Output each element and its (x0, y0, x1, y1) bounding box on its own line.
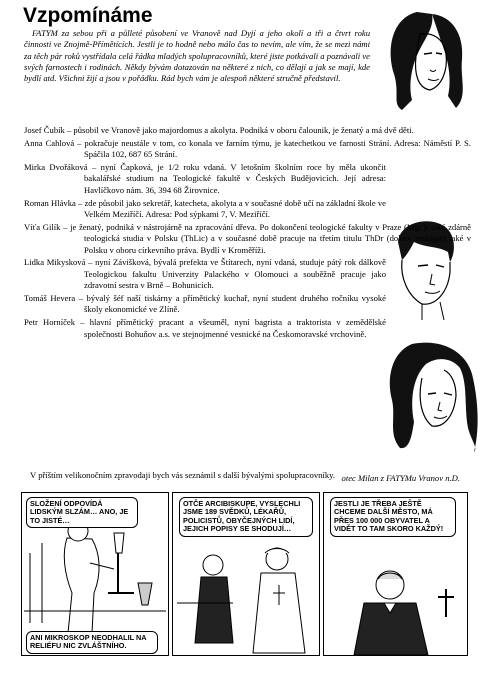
comic-strip (21, 492, 468, 656)
comic-panel-priest (323, 492, 468, 656)
comic-speech-bubble: SLOŽENÍ ODPOVÍDÁ LIDSKÝM SLZÁM… ANO, JE TO JISTÉ… (26, 497, 138, 528)
closing-paragraph: V příštím velikonočním zpravodaji bych vás seznámil s další bývalými spolupracovníky. (30, 469, 336, 480)
entry-mirka-dvorakova: Mirka Dvořáková – nyní Čapková, je 1/2 roku vdaná. V letošním školním roce by měla ukončit bakalářské studium na Teologické fakultě v Českých Budějovicích. Její adresa: Havlíčkovo nám. 36, 394 68 Žirovnice. (24, 162, 386, 195)
woman-curly-hair-portrait-illustration (382, 338, 480, 454)
comic-speech-bubble: JESTLI JE TŘEBA JEŠTĚ CHCEME DALŠÍ MĚSTO, MÁ PŘES 100 000 OBYVATEL A VIDĚT TO TAM SKORO KAŽDÝ! (330, 497, 456, 537)
entry-anna-cahlova: Anna Cahlová – pokračuje neustále v tom, co konala ve farním týmu, je katechetkou ve farnosti Strání. Adresa: Náměstí P. S. Spáčila 102, 687 65 Strání. (24, 137, 471, 160)
comic-panel-laboratory (21, 492, 169, 656)
woman-portrait-illustration (372, 4, 482, 114)
entry-lidka-mikyskova: Lidka Mikysková – nyní Závišková, bývalá prefekta ve Štítarech, nyní vdaná, studuje pátý rok dálkově Teologickou fakultu Univerzity Palackého v Olomouci a souběžně pracuje jako zdravotní sestra v Brně – Bohunicích. (24, 257, 386, 291)
entry-roman-hlavka: Roman Hlávka – zde působil jako sekretář, katecheta, akolyta a v současné době učí na základní škole ve Velkém Meziříčí. Adresa: Pod sýpkami 7, V. Meziříčí. (24, 197, 386, 220)
entry-petr-hornicek: Petr Horníček – hlavní přímětický pracant a všeuměl, nyní bagrista a traktorista v zemědělské společnosti Bohuňov a.s. ve stejnojmenné vesnické na Českomoravské vrchovině. (24, 317, 386, 339)
comic-speech-bubble: ANI MIKROSKOP NEODHALIL NA RELIÉFU NIC ZVLÁŠTNÍHO. (26, 631, 158, 654)
page-title: Vzpomínáme (23, 4, 153, 27)
entry-tomas-hevera: Tomáš Hevera – bývalý šéf naší tiskárny a přímětický kuchař, nyní student druhého ročníku vysoké školy ekonomické ve Zlíně. (24, 293, 386, 315)
entries-list (24, 125, 471, 341)
entry-josef-cubik: Josef Čubík – působil ve Vranově jako majordomus a akolyta. Podniká v oboru čalounik, je ženatý a má dvě děti. (24, 125, 414, 135)
signature: otec Milan z FATYMu Vranov n.D. (341, 473, 460, 483)
entry-vita-gilik: Víťa Gilík – je ženatý, podniká v nástrojárně na zpracování dřeva. Po dokončení teologické fakulty v Praze (Mgr.), také zdárně teologická studia v Polsku (ThLic) a v současné době pracuje na třetím titulu ThDr (doktor teologie) také v Polsku v oboru církevního práva. Bydlí v Kroměříži. (24, 221, 471, 255)
comic-speech-bubble: OTČE ARCIBISKUPE, VYSLECHLI JSME 189 SVĚDKŮ, LÉKAŘŮ, POLICISTŮ, OBYČEJNÝCH LIDÍ, JEJICH POPISY SE SHODUJÍ… (179, 497, 313, 537)
comic-panel-archbishop (172, 492, 320, 656)
intro-paragraph: FATYM za sebou při a půlleté působení ve Vranově nad Dyjí a jeho okolí a tři a čtvrt roku činnosti ve Znojmě-Přímětících. Jestli je to hodně nebo málo čas to nevím, ale vím, že se mezi námi za těch pár roků vystřídala celá řádka mladých spolupracovníků, které jiste potkávali a poznávali ve svých farnostech i rodinách. Někdy bývám dotazován na některé z nich, co dělají a jak se mají, kde bydlí atd. Všichni žijí a jsou v pořádku. Rád bych vám je alespoň některé stručně představil. (24, 28, 370, 84)
